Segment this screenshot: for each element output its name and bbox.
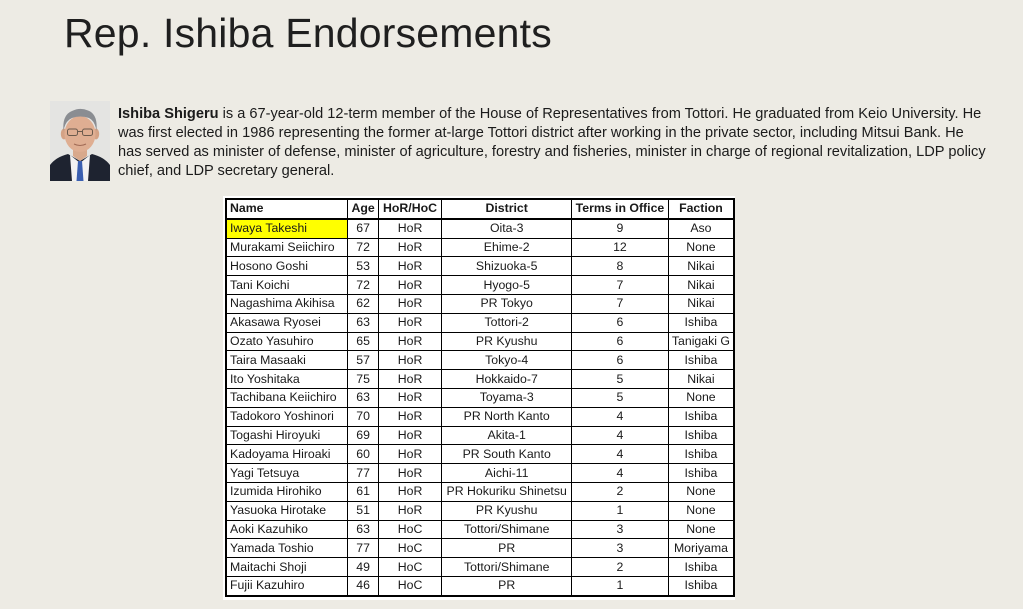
cell-faction: Moriyama bbox=[668, 539, 734, 558]
cell-name: Taira Masaaki bbox=[226, 351, 348, 370]
header-faction: Faction bbox=[668, 199, 734, 219]
cell-faction: Tanigaki G bbox=[668, 332, 734, 351]
cell-house: HoR bbox=[378, 294, 442, 313]
table-row bbox=[226, 388, 734, 407]
cell-terms: 5 bbox=[572, 388, 669, 407]
cell-district: Shizuoka-5 bbox=[442, 257, 572, 276]
table-row bbox=[226, 313, 734, 332]
cell-district: Tottori-2 bbox=[442, 313, 572, 332]
cell-name: Nagashima Akihisa bbox=[226, 294, 348, 313]
cell-terms: 6 bbox=[572, 332, 669, 351]
cell-age: 49 bbox=[348, 558, 378, 577]
cell-house: HoR bbox=[378, 445, 442, 464]
cell-terms: 5 bbox=[572, 370, 669, 389]
cell-district: Toyama-3 bbox=[442, 388, 572, 407]
cell-name: Murakami Seiichiro bbox=[226, 238, 348, 257]
cell-name: Ozato Yasuhiro bbox=[226, 332, 348, 351]
cell-faction: None bbox=[668, 482, 734, 501]
cell-terms: 12 bbox=[572, 238, 669, 257]
cell-name: Kadoyama Hiroaki bbox=[226, 445, 348, 464]
cell-faction: Ishiba bbox=[668, 426, 734, 445]
cell-faction: Nikai bbox=[668, 276, 734, 295]
endorsements-table bbox=[225, 198, 735, 597]
cell-age: 72 bbox=[348, 276, 378, 295]
cell-age: 63 bbox=[348, 313, 378, 332]
cell-terms: 1 bbox=[572, 501, 669, 520]
cell-district: Tottori/Shimane bbox=[442, 520, 572, 539]
cell-name: Aoki Kazuhiko bbox=[226, 520, 348, 539]
slide-title: Rep. Ishiba Endorsements bbox=[64, 10, 552, 56]
cell-district: PR Tokyo bbox=[442, 294, 572, 313]
cell-house: HoR bbox=[378, 482, 442, 501]
cell-faction: Ishiba bbox=[668, 445, 734, 464]
cell-district: PR bbox=[442, 539, 572, 558]
cell-faction: None bbox=[668, 238, 734, 257]
cell-district: PR South Kanto bbox=[442, 445, 572, 464]
cell-house: HoR bbox=[378, 464, 442, 483]
cell-district: Akita-1 bbox=[442, 426, 572, 445]
cell-age: 69 bbox=[348, 426, 378, 445]
cell-faction: Ishiba bbox=[668, 313, 734, 332]
cell-faction: Nikai bbox=[668, 370, 734, 389]
cell-faction: Ishiba bbox=[668, 407, 734, 426]
table-row bbox=[226, 426, 734, 445]
cell-house: HoR bbox=[378, 219, 442, 238]
cell-terms: 6 bbox=[572, 313, 669, 332]
cell-age: 77 bbox=[348, 539, 378, 558]
cell-house: HoC bbox=[378, 576, 442, 595]
cell-house: HoC bbox=[378, 520, 442, 539]
cell-age: 70 bbox=[348, 407, 378, 426]
cell-name: Tachibana Keiichiro bbox=[226, 388, 348, 407]
cell-faction: Aso bbox=[668, 219, 734, 238]
table-row bbox=[226, 501, 734, 520]
cell-age: 72 bbox=[348, 238, 378, 257]
table-body bbox=[226, 219, 734, 596]
cell-district: PR Kyushu bbox=[442, 501, 572, 520]
cell-district: PR North Kanto bbox=[442, 407, 572, 426]
cell-faction: Ishiba bbox=[668, 576, 734, 595]
cell-district: PR Kyushu bbox=[442, 332, 572, 351]
table-row bbox=[226, 238, 734, 257]
cell-terms: 8 bbox=[572, 257, 669, 276]
endorsements-table-container bbox=[223, 196, 735, 600]
cell-terms: 6 bbox=[572, 351, 669, 370]
cell-house: HoC bbox=[378, 558, 442, 577]
cell-age: 77 bbox=[348, 464, 378, 483]
cell-terms: 3 bbox=[572, 539, 669, 558]
cell-faction: Ishiba bbox=[668, 558, 734, 577]
cell-district: Tottori/Shimane bbox=[442, 558, 572, 577]
cell-terms: 4 bbox=[572, 464, 669, 483]
cell-faction: None bbox=[668, 388, 734, 407]
table-row bbox=[226, 576, 734, 595]
cell-name: Hosono Goshi bbox=[226, 257, 348, 276]
cell-faction: Nikai bbox=[668, 294, 734, 313]
cell-district: Tokyo-4 bbox=[442, 351, 572, 370]
cell-age: 46 bbox=[348, 576, 378, 595]
cell-age: 51 bbox=[348, 501, 378, 520]
table-row bbox=[226, 407, 734, 426]
table-row bbox=[226, 464, 734, 483]
cell-district: Ehime-2 bbox=[442, 238, 572, 257]
table-row bbox=[226, 539, 734, 558]
cell-terms: 4 bbox=[572, 407, 669, 426]
cell-house: HoR bbox=[378, 257, 442, 276]
cell-age: 65 bbox=[348, 332, 378, 351]
cell-house: HoC bbox=[378, 539, 442, 558]
portrait-image bbox=[50, 101, 110, 181]
header-terms: Terms in Office bbox=[572, 199, 669, 219]
portrait-photo bbox=[50, 101, 110, 181]
cell-house: HoR bbox=[378, 370, 442, 389]
cell-terms: 2 bbox=[572, 558, 669, 577]
cell-district: Oita-3 bbox=[442, 219, 572, 238]
table-row bbox=[226, 558, 734, 577]
cell-age: 62 bbox=[348, 294, 378, 313]
table-row bbox=[226, 351, 734, 370]
header-age: Age bbox=[348, 199, 378, 219]
cell-terms: 4 bbox=[572, 445, 669, 464]
cell-terms: 3 bbox=[572, 520, 669, 539]
cell-age: 63 bbox=[348, 520, 378, 539]
cell-house: HoR bbox=[378, 388, 442, 407]
cell-house: HoR bbox=[378, 332, 442, 351]
cell-district: Hokkaido-7 bbox=[442, 370, 572, 389]
header-district: District bbox=[442, 199, 572, 219]
cell-house: HoR bbox=[378, 426, 442, 445]
cell-terms: 9 bbox=[572, 219, 669, 238]
cell-house: HoR bbox=[378, 276, 442, 295]
cell-name: Yamada Toshio bbox=[226, 539, 348, 558]
cell-faction: Ishiba bbox=[668, 464, 734, 483]
cell-terms: 7 bbox=[572, 294, 669, 313]
bio-name: Ishiba Shigeru bbox=[118, 106, 219, 122]
table-row bbox=[226, 520, 734, 539]
cell-age: 67 bbox=[348, 219, 378, 238]
cell-age: 75 bbox=[348, 370, 378, 389]
cell-terms: 2 bbox=[572, 482, 669, 501]
cell-age: 63 bbox=[348, 388, 378, 407]
table-row bbox=[226, 370, 734, 389]
header-name: Name bbox=[226, 199, 348, 219]
cell-name: Akasawa Ryosei bbox=[226, 313, 348, 332]
cell-age: 61 bbox=[348, 482, 378, 501]
cell-faction: Ishiba bbox=[668, 351, 734, 370]
cell-house: HoR bbox=[378, 407, 442, 426]
cell-name: Yagi Tetsuya bbox=[226, 464, 348, 483]
cell-faction: Nikai bbox=[668, 257, 734, 276]
table-row bbox=[226, 276, 734, 295]
cell-terms: 1 bbox=[572, 576, 669, 595]
cell-name: Ito Yoshitaka bbox=[226, 370, 348, 389]
cell-age: 60 bbox=[348, 445, 378, 464]
table-row bbox=[226, 294, 734, 313]
table-row bbox=[226, 332, 734, 351]
table-row bbox=[226, 482, 734, 501]
cell-age: 57 bbox=[348, 351, 378, 370]
cell-name: Izumida Hirohiko bbox=[226, 482, 348, 501]
cell-name: Yasuoka Hirotake bbox=[226, 501, 348, 520]
cell-name-highlighted: Iwaya Takeshi bbox=[226, 219, 348, 238]
table-row bbox=[226, 257, 734, 276]
table-row bbox=[226, 445, 734, 464]
cell-district: Hyogo-5 bbox=[442, 276, 572, 295]
table-row bbox=[226, 219, 734, 238]
cell-house: HoR bbox=[378, 351, 442, 370]
cell-house: HoR bbox=[378, 238, 442, 257]
cell-faction: None bbox=[668, 501, 734, 520]
table-header-row bbox=[226, 199, 734, 219]
cell-terms: 7 bbox=[572, 276, 669, 295]
cell-age: 53 bbox=[348, 257, 378, 276]
cell-name: Maitachi Shoji bbox=[226, 558, 348, 577]
cell-name: Tani Koichi bbox=[226, 276, 348, 295]
cell-house: HoR bbox=[378, 501, 442, 520]
cell-district: Aichi-11 bbox=[442, 464, 572, 483]
cell-terms: 4 bbox=[572, 426, 669, 445]
bio-paragraph bbox=[118, 105, 988, 181]
cell-name: Fujii Kazuhiro bbox=[226, 576, 348, 595]
cell-house: HoR bbox=[378, 313, 442, 332]
cell-district: PR Hokuriku Shinetsu bbox=[442, 482, 572, 501]
cell-faction: None bbox=[668, 520, 734, 539]
header-house: HoR/HoC bbox=[378, 199, 442, 219]
cell-name: Tadokoro Yoshinori bbox=[226, 407, 348, 426]
cell-district: PR bbox=[442, 576, 572, 595]
cell-name: Togashi Hiroyuki bbox=[226, 426, 348, 445]
bio-text: is a 67-year-old 12-term member of the House of Representatives from Tottori. He graduated from Keio University. He was first elected in 1986 representing the former at-large Tottori district after working in the private sector, including Mitsui Bank. He has served as minister of defense, minister of agriculture, forestry and fisheries, minister in charge of regional revitalization, LDP policy chief, and LDP secretary general. bbox=[118, 106, 986, 179]
